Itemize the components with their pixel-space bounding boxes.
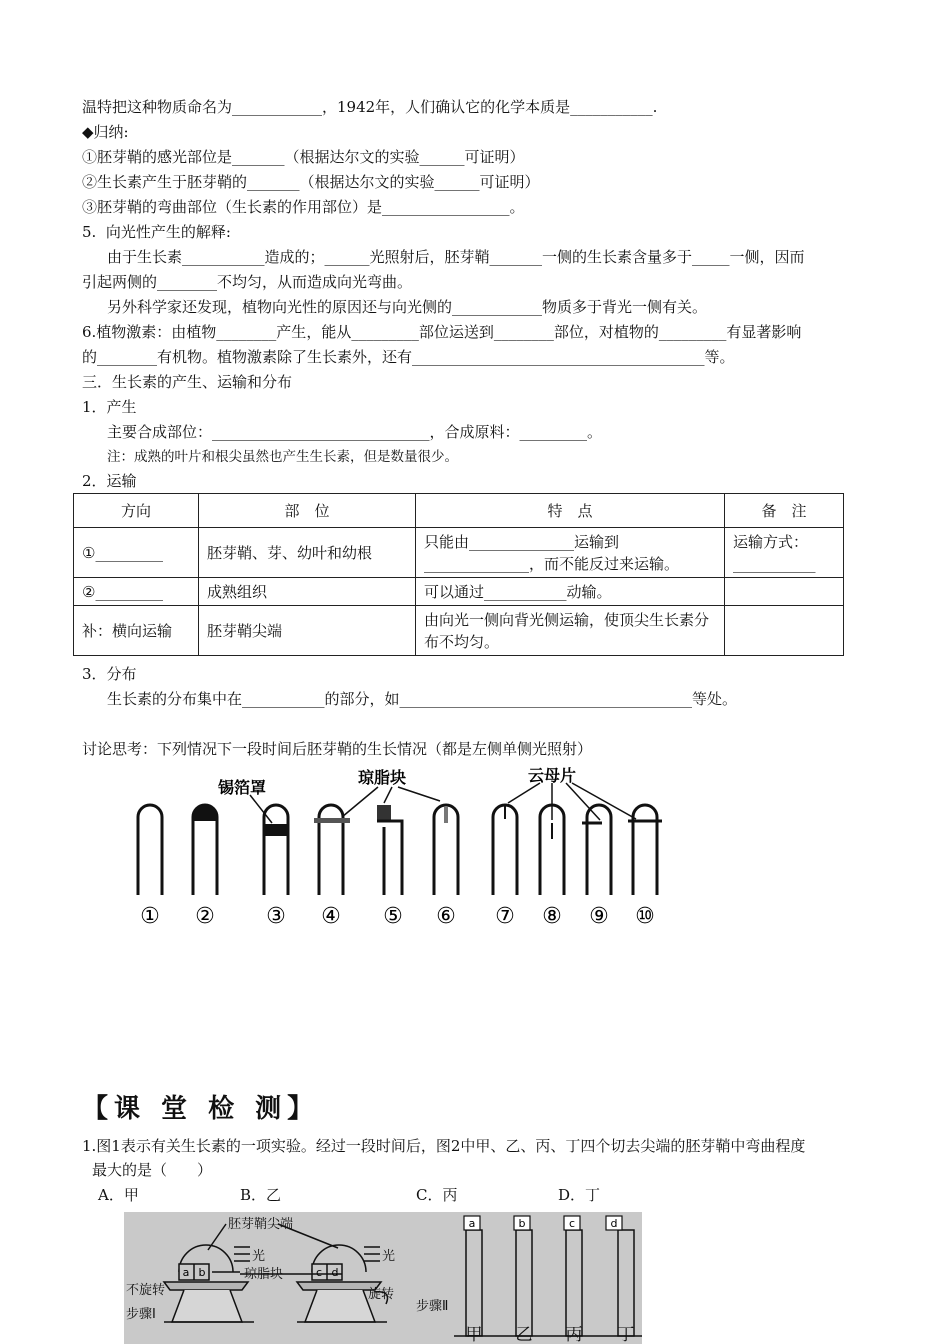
sub-heading: 3．分布: [82, 665, 137, 683]
figure-number: ⑨: [589, 904, 609, 929]
block-label: c: [315, 1266, 323, 1279]
table-header: 部 位: [199, 494, 416, 528]
text-line: ②生长素产生于胚芽鞘的_______（根据达尔文的实验______可证明）: [82, 173, 540, 191]
table-cell: 运输方式：___________: [725, 528, 844, 578]
mica-label: 云母片: [528, 766, 577, 785]
figure-number: ⑦: [495, 904, 515, 929]
table-cell: 胚芽鞘尖端: [199, 606, 416, 656]
table-cell: ②_________: [74, 578, 199, 606]
block-label: b: [198, 1266, 206, 1279]
agar-block: [377, 805, 391, 821]
text-line: 主要合成部位：_____________________________，合成原料：_________。: [107, 423, 603, 441]
option-d: D．丁: [558, 1186, 601, 1204]
table-row: [74, 528, 844, 578]
figure-number: ④: [321, 904, 341, 929]
section-title: 【课 堂 检 测】: [82, 1094, 320, 1124]
table-cell: 只能由______________运输到______________，而不能反过来运输。: [416, 528, 725, 578]
table-cell: [725, 578, 844, 606]
figure-number: ⑤: [383, 904, 403, 929]
foil-band: [264, 824, 288, 836]
coleoptile-10: [633, 805, 657, 895]
light-label: 光: [382, 1249, 396, 1264]
experiment-figure: [124, 1212, 642, 1344]
figure-number: ⑧: [542, 904, 562, 929]
block-label: a: [468, 1217, 476, 1230]
text-line: 另外科学家还发现，植物向光性的原因还与向光侧的____________物质多于背光一侧有关。: [107, 298, 708, 316]
figure-number: ③: [266, 904, 286, 929]
text-line: ◆归纳:: [82, 123, 129, 141]
light-label: 光: [252, 1249, 266, 1264]
figure-number: ②: [195, 904, 215, 929]
sprout-label: 丙: [565, 1325, 583, 1344]
table-cell: 由向光一侧向背光侧运输，使顶尖生长素分布不均匀。: [416, 606, 725, 656]
question-line: 最大的是（ ）: [92, 1161, 213, 1179]
table-row: [74, 606, 844, 656]
sprout-label: 乙: [515, 1325, 533, 1344]
table-header: 方向: [74, 494, 199, 528]
figure-number: ⑥: [436, 904, 456, 929]
block-label: d: [331, 1266, 339, 1279]
table-cell: 补：横向运输: [74, 606, 199, 656]
agar-label: 琼脂块: [244, 1267, 284, 1282]
table-cell: 胚芽鞘、芽、幼叶和幼根: [199, 528, 416, 578]
rotate-label: 旋转: [368, 1287, 395, 1302]
tip-label: 胚芽鞘尖端: [228, 1217, 294, 1232]
table-cell: [725, 606, 844, 656]
step1-label: 步骤Ⅰ: [126, 1307, 156, 1322]
text-line: ③胚芽鞘的弯曲部位（生长素的作用部位）是_________________。: [82, 198, 525, 216]
table-header-row: [74, 494, 844, 528]
block-label: d: [610, 1217, 618, 1230]
text-line: 5. 向光性产生的解释:: [82, 223, 231, 241]
coleoptile-1: [138, 805, 162, 895]
option-a: A．甲: [98, 1186, 139, 1204]
sprout-label: 甲: [465, 1325, 483, 1344]
text-line: 温特把这种物质命名为____________，1942年，人们确认它的化学本质是___________.: [82, 98, 658, 116]
figure-number: ①: [140, 904, 160, 929]
foil-label: 锡箔罩: [218, 778, 267, 797]
text-line: 的________有机物。植物激素除了生长素外，还有_______________________________________等。: [82, 348, 735, 366]
section-heading: 三．生长素的产生、运输和分布: [82, 373, 293, 391]
table-cell: 可以通过___________动输。: [416, 578, 725, 606]
discussion-line: 讨论思考：下列情况下一段时间后胚芽鞘的生长情况（都是左侧单侧光照射）: [82, 740, 593, 758]
option-b: B．乙: [240, 1186, 282, 1204]
table-header: 特 点: [416, 494, 725, 528]
text-line: 由于生长素___________造成的；______光照射后，胚芽鞘_______一侧的生长素含量多于_____一侧，因而: [107, 248, 805, 266]
text-line: 生长素的分布集中在___________的部分，如_______________________________________等处。: [107, 690, 738, 708]
block-label: c: [568, 1217, 576, 1230]
table-cell: ①_________: [74, 528, 199, 578]
transport-table: [73, 493, 844, 656]
sub-heading: 2．运输: [82, 472, 137, 490]
step2-label: 步骤Ⅱ: [416, 1299, 449, 1314]
option-c: C．丙: [416, 1186, 458, 1204]
text-line: ①胚芽鞘的感光部位是_______（根据达尔文的实验______可证明）: [82, 148, 525, 166]
text-line: 引起两侧的________不均匀，从而造成向光弯曲。: [82, 273, 413, 291]
note-line: 注：成熟的叶片和根尖虽然也产生生长素，但是数量很少。: [107, 449, 458, 465]
table-row: [74, 578, 844, 606]
agar-strip: [314, 818, 350, 823]
figure-number: ⑩: [635, 904, 655, 929]
agar-label: 琼脂块: [358, 768, 407, 787]
sub-heading: 1．产生: [82, 398, 137, 416]
no-rotate-label: 不旋转: [126, 1283, 166, 1298]
table-cell: 成熟组织: [199, 578, 416, 606]
sprout-label: 丁: [617, 1325, 635, 1344]
table-header: 备 注: [725, 494, 844, 528]
coleoptile-5: [384, 827, 402, 895]
coleoptile-figure: [120, 765, 680, 935]
text-line: 6.植物激素：由植物________产生，能从_________部位运送到________部位，对植物的_________有显著影响: [82, 323, 802, 341]
question-line: 1.图1表示有关生长素的一项实验。经过一段时间后，图2中甲、乙、丙、丁四个切去尖端的胚芽鞘中弯曲程度: [82, 1137, 806, 1155]
block-label: b: [518, 1217, 526, 1230]
block-label: a: [182, 1266, 190, 1279]
